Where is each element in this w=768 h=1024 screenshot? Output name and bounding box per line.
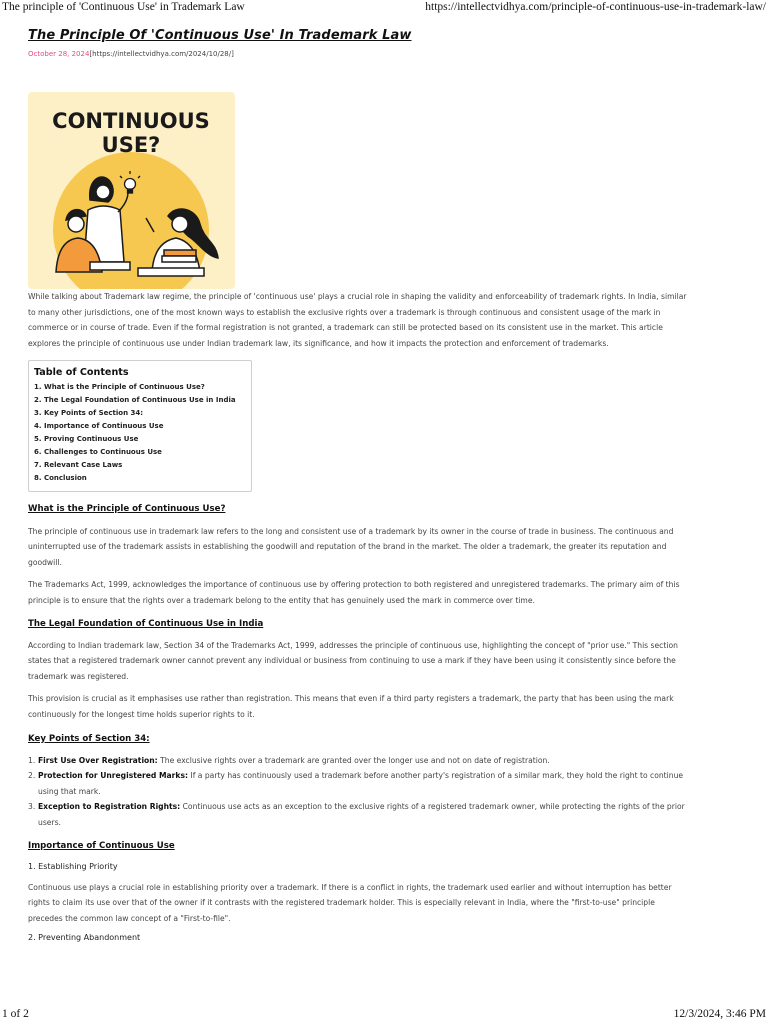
section-heading-importance: Importance of Continuous Use	[28, 840, 175, 851]
print-header	[0, 0, 768, 18]
article-title[interactable]: The Principle Of 'Continuous Use' In Trademark Law	[28, 28, 412, 43]
section-heading-key-points: Key Points of Section 34:	[28, 733, 150, 744]
toc-item[interactable]: 7. Relevant Case Laws	[34, 460, 123, 469]
list-item	[28, 753, 688, 769]
toc-item[interactable]: 1. What is the Principle of Continuous Use?	[34, 383, 205, 392]
list-item-term: Protection for Unregistered Marks:	[38, 771, 189, 781]
subheading-preventing-abandonment: 2. Preventing Abandonment	[28, 933, 141, 943]
hero-text-line2: USE?	[101, 133, 161, 157]
list-item-text: If a party has continuously used a trademark before another party's registration of a similar mark, they hold the right to continue using that mark.	[38, 771, 684, 796]
paragraph: The Trademarks Act, 1999, acknowledges the importance of continuous use by offering protection to both registered and unregistered trademarks. The primary aim of this principle is to ensure that the rights over a trademark belong to the entity that has genuinely used the mark in commerce over time.	[28, 580, 680, 605]
key-points-list	[28, 753, 688, 831]
list-item	[28, 768, 688, 799]
page-number: 1 of 2	[2, 1008, 29, 1020]
paragraph: The principle of continuous use in trademark law refers to the long and consistent use of a trademark by its owner in the course of trade in business. The continuous and uninterrupted use of the trademark assists in establishing the goodwill and reputation of the brand in the market. The older a trademark, the greater its reputation and goodwill.	[28, 526, 674, 567]
section-heading-legal-foundation: The Legal Foundation of Continuous Use in India	[28, 618, 264, 629]
toc-item[interactable]: 4. Importance of Continuous Use	[34, 422, 164, 431]
hero-artwork	[28, 92, 235, 289]
list-item-term: First Use Over Registration:	[38, 755, 158, 765]
intro-paragraph: While talking about Trademark law regime, the principle of 'continuous use' plays a crucial role in shaping the validity and enforceability of trademark rights. In India, similar to many other jurisdictions, one of the most known ways to establish the exclusive rights over a trademark is through continuous and consistent usage of the mark in commerce or in course of trade. Even if the formal registration is not granted, a trademark can still be protected based on its consistent use in the market. This article explores the principle of continuous use under Indian trademark law, its significance, and how it impacts the protection and enforcement of trademarks.	[28, 292, 687, 348]
table-of-contents	[28, 360, 252, 491]
print-page-url: https://intellectvidhya.com/principle-of-continuous-use-in-trademark-law/	[425, 1, 766, 13]
paragraph: This provision is crucial as it emphasises use rather than registration. This means that even if a third party registers a trademark, the party that has been using the mark continuously for the longest time holds superior rights to it.	[28, 694, 674, 719]
print-datetime: 12/3/2024, 3:46 PM	[673, 1008, 766, 1020]
toc-title: Table of Contents	[34, 367, 129, 379]
toc-item[interactable]: 5. Proving Continuous Use	[34, 435, 139, 443]
toc-item[interactable]: 3. Key Points of Section 34:	[34, 409, 144, 418]
list-item-number: 2.	[28, 771, 36, 781]
toc-item[interactable]: 2. The Legal Foundation of Continuous Use in India	[34, 396, 236, 405]
list-item-text: Continuous use acts as an exception to the exclusive rights of a registered trademark owner, while protecting the rights of the prior users.	[38, 802, 685, 827]
list-item-number: 1.	[28, 755, 36, 765]
list-item-number: 3.	[28, 802, 36, 812]
hero-text-line1: CONTINUOUS	[52, 109, 210, 133]
print-page-title: The principle of 'Continuous Use' in Trademark Law	[2, 1, 245, 13]
print-footer	[0, 1006, 768, 1024]
article-date-link[interactable]: [https://intellectvidhya.com/2024/10/28/]	[89, 50, 234, 58]
toc-item[interactable]: 8. Conclusion	[34, 473, 87, 482]
list-item	[28, 799, 688, 830]
list-item-text: The exclusive rights over a trademark are granted over the longer use and not on date of registration.	[157, 755, 550, 765]
section-heading-principle: What is the Principle of Continuous Use?	[28, 503, 226, 514]
hero-illustration	[28, 92, 235, 289]
subheading-establishing-priority: 1. Establishing Priority	[28, 861, 118, 871]
paragraph: Continuous use plays a crucial role in establishing priority over a trademark. If there is a conflict in rights, the trademark used earlier and without interruption has better rights to claim its use over that of the owner if it contrasts with the registered trademark holder. This is especially relevant in India, where the "first-to-use" principle precedes the common law concept of a "First-to-file".	[28, 882, 672, 923]
list-item-term: Exception to Registration Rights:	[38, 802, 181, 812]
article-date[interactable]: October 28, 2024	[28, 50, 90, 58]
toc-item[interactable]: 6. Challenges to Continuous Use	[34, 447, 162, 456]
paragraph: According to Indian trademark law, Section 34 of the Trademarks Act, 1999, addresses the principle of continuous use, highlighting the concept of "prior use." This section states that a registered trademark owner cannot prevent any individual or business from continuing to use a mark if they have been using it consistently since before the trademark was registered.	[28, 640, 678, 681]
article	[28, 28, 688, 942]
article-meta	[28, 50, 688, 58]
